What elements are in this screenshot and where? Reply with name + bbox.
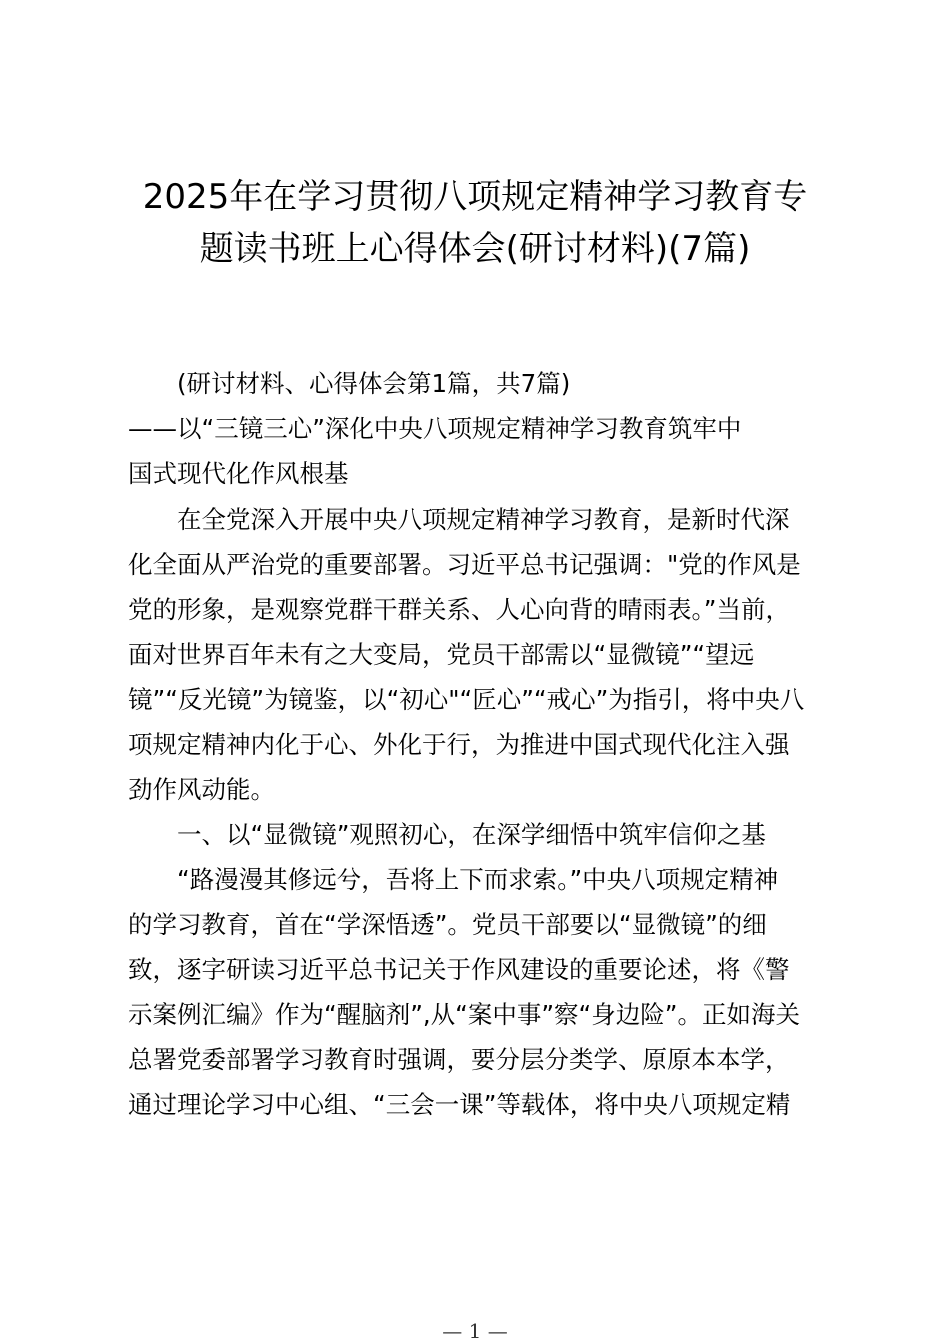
paragraph-line: 镜”“反光镜”为镜鉴，以“初心"“匠心”“戒心”为指引，将中央八	[128, 685, 805, 714]
paragraph-line: 示案例汇编》作为“醒脑剂”,从“案中事”察“身边险”。正如海关	[128, 1000, 800, 1029]
paragraph-line: 面对世界百年未有之大变局，党员干部需以“显微镜”“望远	[128, 640, 755, 669]
paragraph-line: 总署党委部署学习教育时强调，要分层分类学、原原本本学，	[128, 1045, 790, 1074]
subtitle-line-2: 国式现代化作风根基	[128, 459, 349, 488]
paragraph-line: “路漫漫其修远兮，吾将上下而求索。”中央八项规定精神	[177, 865, 779, 894]
series-note: (研讨材料、心得体会第1篇，共7篇)	[177, 369, 571, 398]
paragraph-line: 党的形象，是观察党群干群关系、人心向背的晴雨表。”当前，	[128, 595, 790, 624]
paragraph-line: 的学习教育，首在“学深悟透”。党员干部要以“显微镜”的细	[128, 910, 767, 939]
paragraph-line: 化全面从严治党的重要部署。习近平总书记强调："党的作风是	[128, 550, 801, 579]
page-number: — 1 —	[442, 1319, 508, 1343]
subtitle-line-1: ——以“三镜三心”深化中央八项规定精神学习教育筑牢中	[128, 414, 742, 443]
document-title-line-1: 2025年在学习贯彻八项规定精神学习教育专	[142, 177, 808, 217]
paragraph-line: 劲作风动能。	[128, 775, 275, 804]
paragraph-line: 致，逐字研读习近平总书记关于作风建设的重要论述，将《警	[128, 955, 790, 984]
paragraph-line: 通过理论学习中心组、“三会一课”等载体，将中央八项规定精	[128, 1090, 791, 1119]
paragraph-line: 在全党深入开展中央八项规定精神学习教育，是新时代深	[177, 505, 790, 534]
paragraph-line: 项规定精神内化于心、外化于行，为推进中国式现代化注入强	[128, 730, 790, 759]
document-title-line-2: 题读书班上心得体会(研讨材料)(7篇)	[199, 229, 751, 269]
section-heading: 一、以“显微镜”观照初心，在深学细悟中筑牢信仰之基	[177, 820, 766, 849]
